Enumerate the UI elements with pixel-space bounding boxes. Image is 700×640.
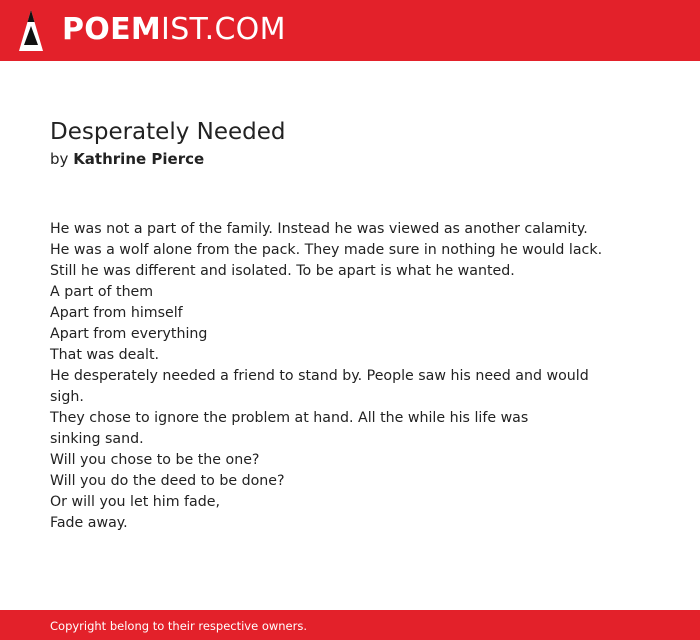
poem-title: Desperately Needed bbox=[50, 119, 286, 145]
author-name: Kathrine Pierce bbox=[73, 150, 205, 168]
copyright-text: Copyright belong to their respective owners. bbox=[50, 619, 308, 633]
poem-line: Will you chose to be the one? bbox=[50, 452, 260, 468]
poem-line: He was a wolf alone from the pack. They made sure in nothing he would lack. bbox=[50, 242, 603, 258]
brand-light-text: IST.COM bbox=[161, 12, 286, 47]
poem-line: Apart from himself bbox=[50, 305, 183, 321]
poem-line: Apart from everything bbox=[50, 326, 208, 342]
poem-line: sinking sand. bbox=[50, 431, 144, 447]
brand-bold-text: POEM bbox=[62, 12, 162, 47]
poem-line: He desperately needed a friend to stand by. People saw his need and would bbox=[50, 368, 589, 384]
site-header bbox=[0, 0, 700, 61]
poem-body bbox=[50, 219, 610, 534]
poem-line: sigh. bbox=[50, 389, 84, 405]
poem-line: Or will you let him fade, bbox=[50, 494, 220, 510]
by-label: by bbox=[50, 150, 69, 168]
poem-line: They chose to ignore the problem at hand. All the while his life was bbox=[50, 410, 529, 426]
site-footer bbox=[0, 610, 700, 640]
poem-line: A part of them bbox=[50, 284, 154, 300]
poem-line: He was not a part of the family. Instead he was viewed as another calamity. bbox=[50, 221, 588, 237]
poem-byline bbox=[50, 150, 204, 168]
poem-line: Fade away. bbox=[50, 515, 128, 531]
pencil-tip-icon[interactable] bbox=[19, 10, 43, 52]
poem-line: That was dealt. bbox=[50, 347, 160, 363]
poem-line: Still he was different and isolated. To be apart is what he wanted. bbox=[50, 263, 515, 279]
site-logo-link[interactable] bbox=[62, 14, 286, 46]
poem-line: Will you do the deed to be done? bbox=[50, 473, 285, 489]
